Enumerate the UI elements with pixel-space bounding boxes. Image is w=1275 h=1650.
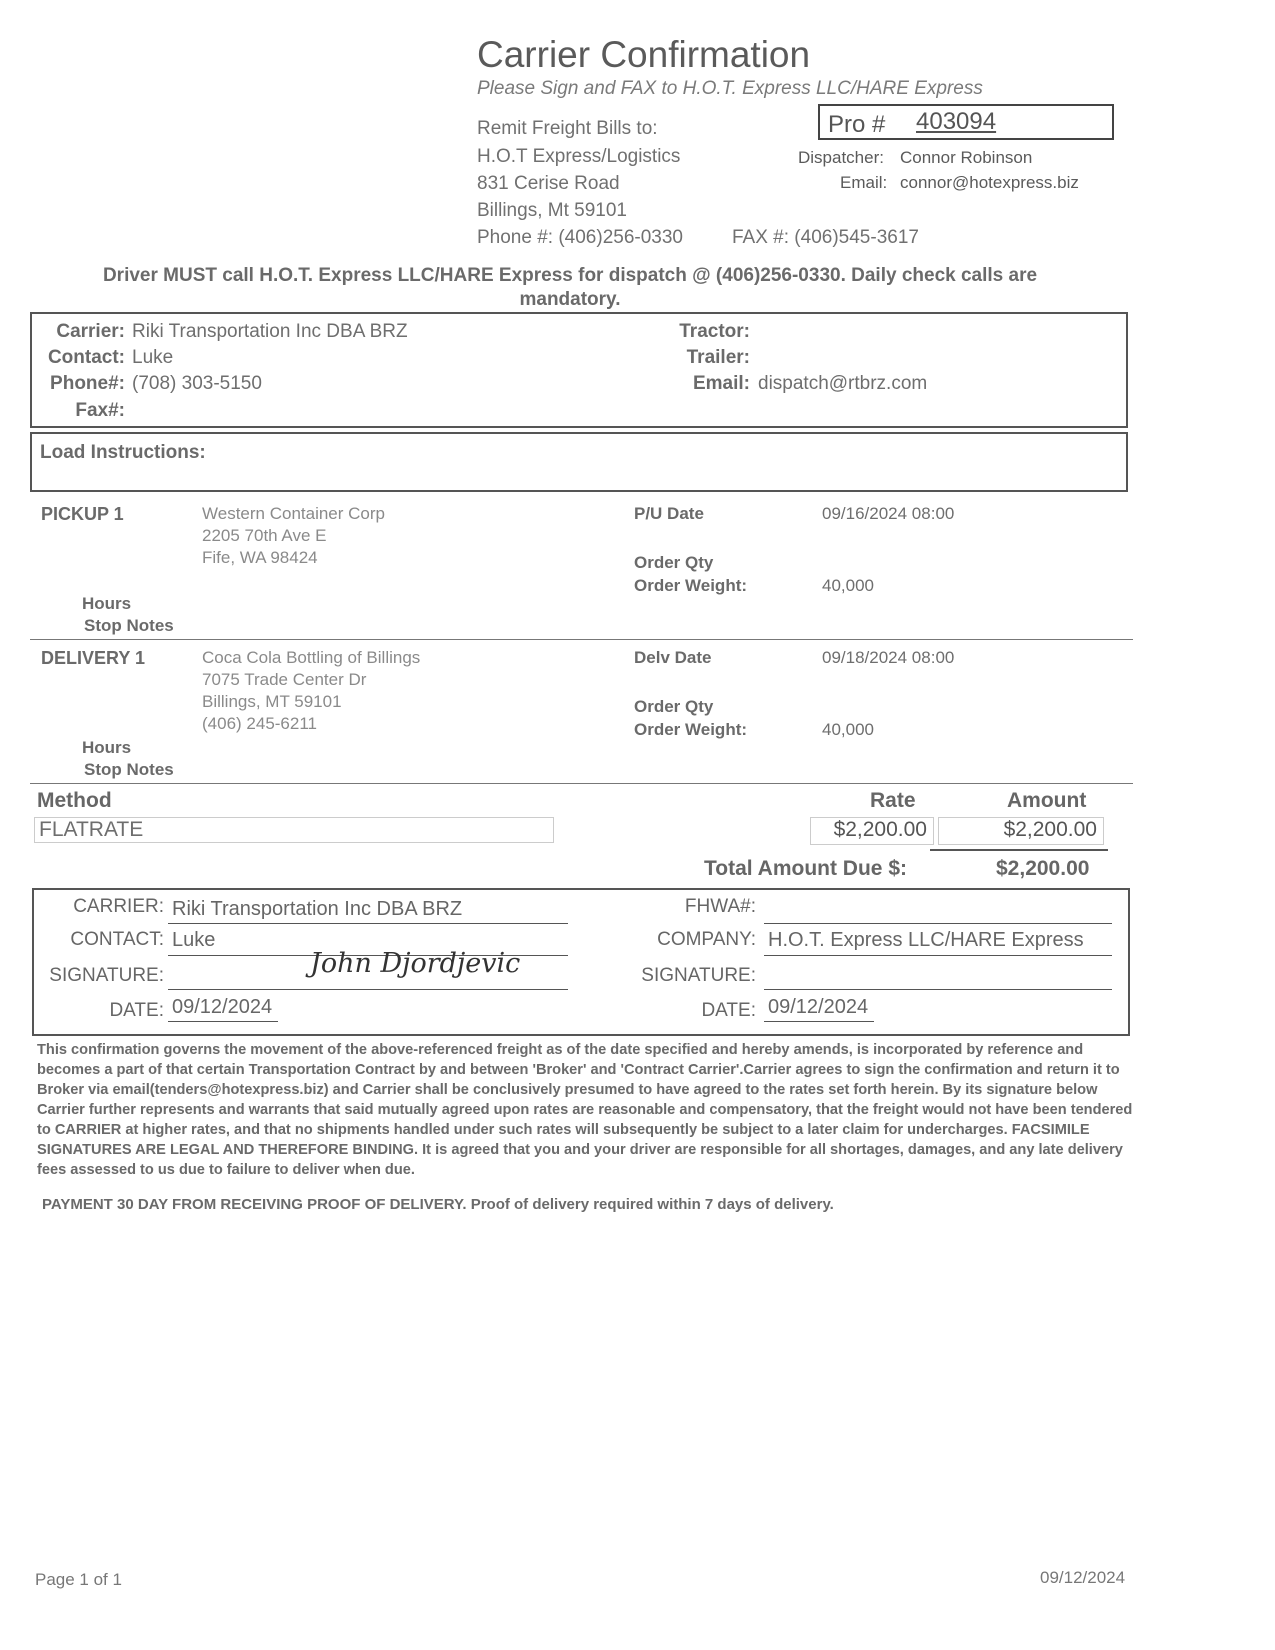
delivery-name: Coca Cola Bottling of Billings	[202, 648, 421, 667]
document-subtitle: Please Sign and FAX to H.O.T. Express LLC/HARE Express	[477, 78, 983, 99]
sig-date-line	[168, 1021, 278, 1022]
delivery-street: 7075 Trade Center Dr	[202, 670, 367, 689]
pickup-weight-label: Order Weight:	[634, 576, 748, 595]
delivery-weight-label: Order Weight:	[634, 720, 748, 739]
remit-phone: Phone #: (406)256-0330	[477, 227, 683, 248]
remit-city: Billings, Mt 59101	[477, 200, 627, 221]
delivery-qty-label: Order Qty	[634, 697, 714, 716]
terms-paragraph: This confirmation governs the movement of the above-referenced freight as of the date specified and hereby amends, is incorporated by reference and becomes a part of that certain Transportation Contract by and between 'Broker' and 'Contract Carrier'.Carrier agrees to sign the confirmation and return it to Broker via email(tenders@hotexpress.biz) and Carrier shall be conclusively presumed to have agreed to the rates set forth herein. By its signature below Carrier further represents and warrants that said mutually agreed upon rates are reasonable and compensatory, that the freight would not have been tendered to CARRIER at higher rates, and that no shipments handled under such rates will subsequently be subject to a later claim for undercharges. FACSIMILE SIGNATURES ARE LEGAL AND THEREFORE BINDING. It is agreed that you and your driver are responsible for all shortages, damages, and any late delivery fees assessed to us due to failure to deliver when due.	[37, 1042, 1133, 1178]
phone-value: (708) 303-5150	[132, 373, 262, 394]
pickup-title: PICKUP 1	[41, 504, 124, 524]
delivery-date-value: 09/18/2024 08:00	[822, 648, 955, 667]
company-value: H.O.T. Express LLC/HARE Express	[768, 929, 1084, 951]
document-title: Carrier Confirmation	[477, 34, 811, 75]
load-instructions-label: Load Instructions:	[40, 442, 206, 463]
delivery-title: DELIVERY 1	[41, 648, 146, 668]
rate-value: $2,200.00	[810, 817, 934, 845]
remit-fax: FAX #: (406)545-3617	[732, 227, 919, 248]
delivery-date-label: Delv Date	[634, 648, 712, 667]
pickup-date-value: 09/16/2024 08:00	[822, 504, 955, 523]
sig-date-label: DATE:	[109, 1000, 164, 1021]
broker-signature-label: SIGNATURE:	[641, 965, 756, 986]
tractor-label: Tractor:	[679, 321, 750, 342]
broker-date-line	[764, 1021, 874, 1022]
carrier-email-value: dispatch@rtbrz.com	[758, 373, 928, 394]
sig-signature-label: SIGNATURE:	[49, 965, 164, 986]
broker-signature-line	[764, 989, 1112, 990]
delivery-stop-notes-label: Stop Notes	[84, 760, 174, 779]
pickup-hours-label: Hours	[82, 594, 132, 613]
sig-carrier-line	[168, 923, 568, 924]
fhwa-label: FHWA#:	[684, 896, 756, 917]
sig-carrier-label: CARRIER:	[73, 896, 164, 917]
dispatcher-email-value: connor@hotexpress.biz	[900, 173, 1079, 192]
dispatcher-label: Dispatcher:	[798, 148, 884, 167]
total-rule	[930, 849, 1108, 851]
method-header: Method	[37, 789, 112, 812]
contact-label: Contact:	[47, 347, 125, 368]
fax-label: Fax#:	[75, 400, 125, 421]
fhwa-line	[764, 923, 1112, 924]
total-value: $2,200.00	[996, 857, 1090, 880]
dispatcher-value: Connor Robinson	[900, 148, 1033, 167]
sig-carrier-value: Riki Transportation Inc DBA BRZ	[172, 898, 463, 920]
pickup-date-label: P/U Date	[634, 504, 704, 523]
amount-header: Amount	[1007, 789, 1087, 812]
pickup-city: Fife, WA 98424	[202, 548, 318, 567]
handwritten-signature: John Djordjevic	[310, 948, 521, 979]
trailer-label: Trailer:	[686, 347, 750, 368]
pickup-stop-notes-label: Stop Notes	[84, 616, 174, 635]
total-label: Total Amount Due $:	[704, 857, 907, 880]
sig-signature-line	[168, 989, 568, 990]
sig-contact-label: CONTACT:	[70, 929, 164, 950]
delivery-city: Billings, MT 59101	[202, 692, 342, 711]
pickup-name: Western Container Corp	[202, 504, 385, 523]
amount-value: $2,200.00	[938, 817, 1104, 845]
phone-label: Phone#:	[50, 373, 125, 394]
remit-street: 831 Cerise Road	[477, 173, 620, 194]
sig-contact-value: Luke	[172, 929, 216, 951]
pickup-weight-value: 40,000	[822, 576, 874, 595]
delivery-weight-value: 40,000	[822, 720, 874, 739]
pro-number: 403094	[916, 108, 997, 135]
remit-name: H.O.T Express/Logistics	[477, 146, 681, 167]
remit-label: Remit Freight Bills to:	[477, 118, 658, 139]
dispatcher-email-label: Email:	[840, 173, 888, 192]
pickup-qty-label: Order Qty	[634, 553, 714, 572]
pickup-street: 2205 70th Ave E	[202, 526, 327, 545]
delivery-phone: (406) 245-6211	[202, 714, 317, 733]
carrier-email-label: Email:	[692, 373, 750, 394]
pickup-divider	[30, 639, 1133, 640]
carrier-value: Riki Transportation Inc DBA BRZ	[132, 321, 408, 342]
page-number: Page 1 of 1	[35, 1570, 122, 1589]
broker-date-label: DATE:	[701, 1000, 756, 1021]
company-line	[764, 955, 1112, 956]
company-label: COMPANY:	[657, 929, 756, 950]
sig-date-value: 09/12/2024	[172, 996, 273, 1018]
delivery-hours-label: Hours	[82, 738, 132, 757]
method-value: FLATRATE	[34, 817, 554, 843]
dispatch-note: Driver MUST call H.O.T. Express LLC/HARE Express for dispatch @ (406)256-0330. Daily check calls are mandatory.	[102, 265, 1038, 310]
pro-number-box	[818, 104, 1114, 140]
contact-value: Luke	[132, 347, 174, 368]
carrier-label: Carrier:	[56, 321, 125, 342]
delivery-divider	[30, 783, 1133, 784]
footer-date: 09/12/2024	[1040, 1568, 1126, 1587]
pro-label: Pro #	[828, 111, 886, 138]
broker-date-value: 09/12/2024	[768, 996, 869, 1018]
rate-header: Rate	[870, 789, 916, 812]
payment-note: PAYMENT 30 DAY FROM RECEIVING PROOF OF DELIVERY. Proof of delivery required within 7 days of delivery.	[42, 1196, 834, 1213]
